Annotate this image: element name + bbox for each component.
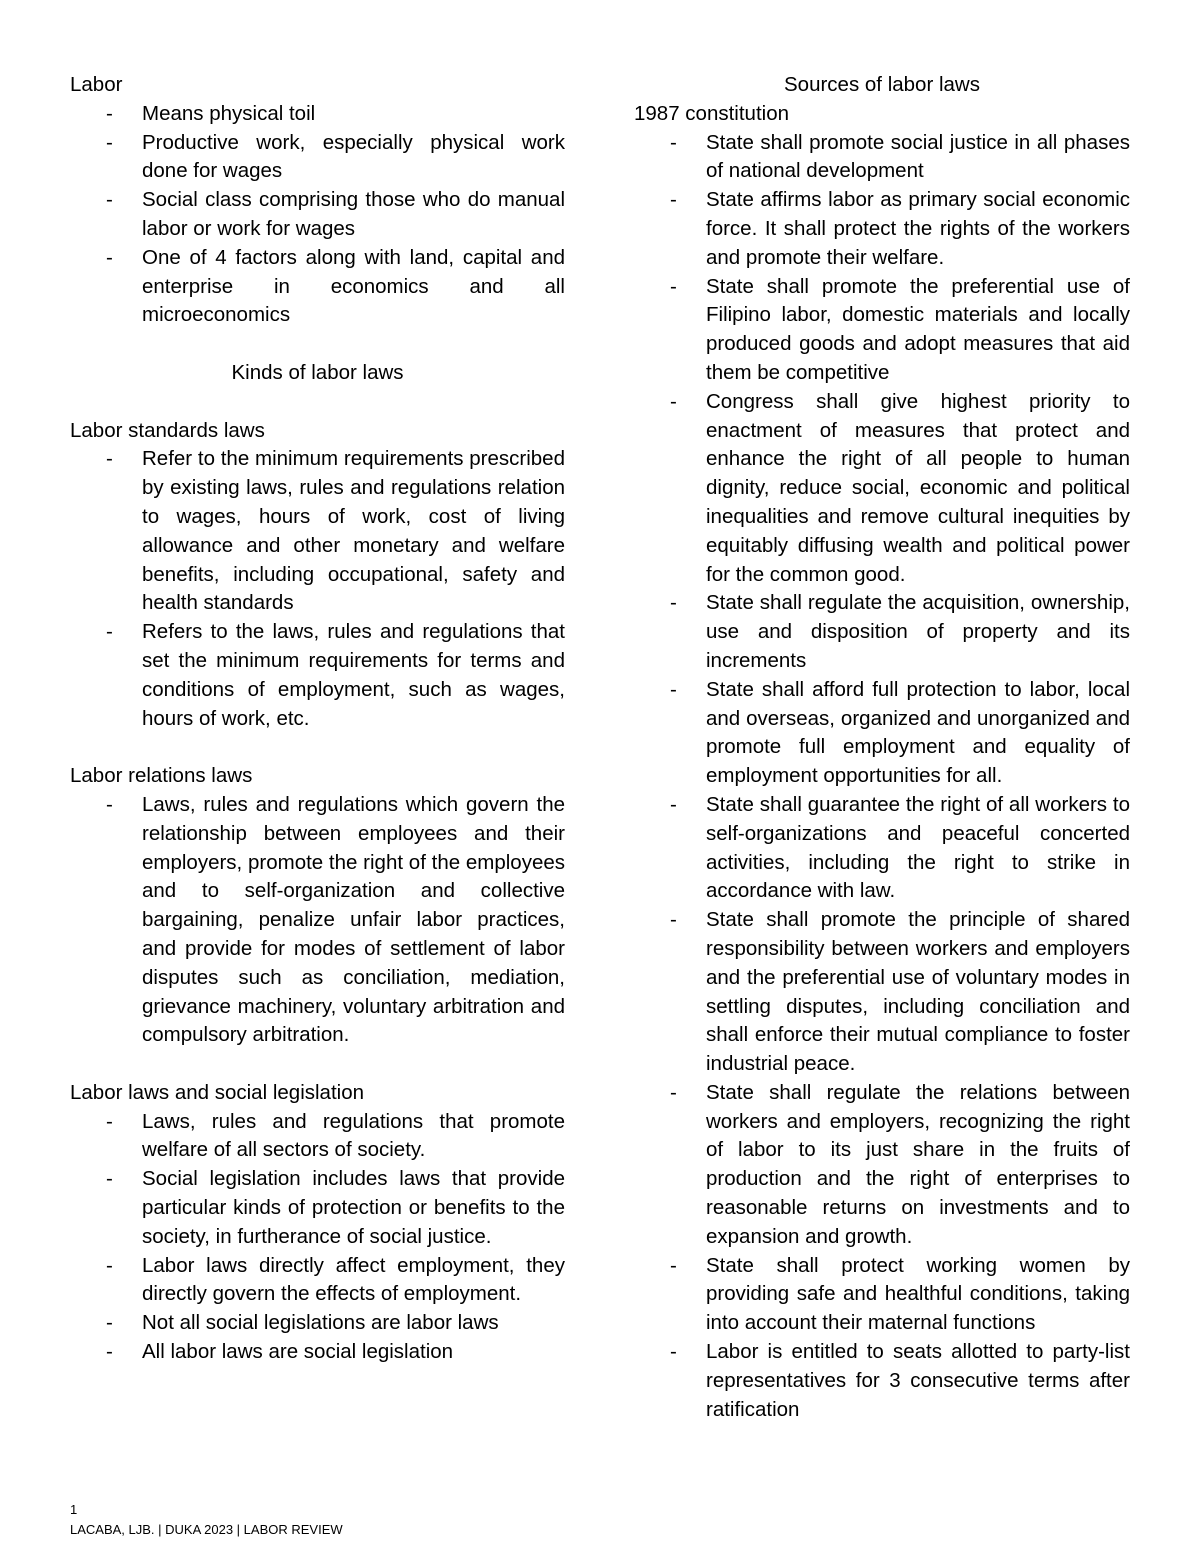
list-item: - State shall regulate the relations between workers and employers, recognizing the right of labor to its just share in the fruits of production and the right of enterprises to reasonable returns on investments and to expansion and growth. <box>706 1079 1130 1252</box>
page-footer <box>70 1500 343 1540</box>
list-item: - Congress shall give highest priority to enactment of measures that protect and enhance the right of all people to human dignity, reduce social, economic and political inequalities and remove cultural inequities by equitably diffusing wealth and political power for the common good. <box>706 388 1130 590</box>
list-item: - Laws, rules and regulations which govern the relationship between employees and their employers, promote the right of the employees and to self-organization and collective bargaining, penalize unfair labor practices, and provide for modes of settlement of labor disputes such as conciliation, mediation, grievance machinery, voluntary arbitration and compulsory arbitration. <box>142 791 565 1050</box>
right-column <box>634 71 1130 1424</box>
sources-title: Sources of labor laws <box>784 73 980 96</box>
spacer <box>70 1050 565 1079</box>
labor-list <box>70 100 565 330</box>
page-number: 1 <box>70 1502 78 1517</box>
list-item: - Labor laws directly affect employment, they directly govern the effects of employment. <box>142 1252 565 1310</box>
left-column <box>70 71 565 1367</box>
list-item: - Laws, rules and regulations that promote welfare of all sectors of society. <box>142 1108 565 1166</box>
footer-credit: LACABA, LJB. | DUKA 2023 | LABOR REVIEW <box>70 1522 343 1537</box>
list-item: - State shall promote social justice in all phases of national development <box>706 129 1130 187</box>
social-list <box>70 1108 565 1367</box>
list-item: - Social legislation includes laws that provide particular kinds of protection or benefits to the society, in furtherance of social justice. <box>142 1165 565 1251</box>
list-item: - One of 4 factors along with land, capital and enterprise in economics and all microeconomics <box>142 244 565 330</box>
spacer <box>70 388 565 417</box>
list-item: - State affirms labor as primary social economic force. It shall protect the rights of the workers and promote their welfare. <box>706 186 1130 272</box>
list-item: - Refers to the laws, rules and regulations that set the minimum requirements for terms and conditions of employment, such as wages, hours of work, etc. <box>142 618 565 733</box>
list-item: - All labor laws are social legislation <box>142 1338 565 1367</box>
list-item: - State shall afford full protection to labor, local and overseas, organized and unorganized and promote full employment and equality of employment opportunities for all. <box>706 676 1130 791</box>
list-item: - Means physical toil <box>142 100 565 129</box>
list-item: - State shall guarantee the right of all workers to self-organizations and peaceful concerted activities, including the right to strike in accordance with law. <box>706 791 1130 906</box>
list-item: - State shall promote the preferential use of Filipino labor, domestic materials and locally produced goods and adopt measures that aid them be competitive <box>706 273 1130 388</box>
constitution-heading: 1987 constitution <box>634 101 790 125</box>
list-item: - Refer to the minimum requirements prescribed by existing laws, rules and regulations relation to wages, hours of work, cost of living allowance and other monetary and welfare benefits, including occupational, safety and health standards <box>142 445 565 618</box>
list-item: - State shall protect working women by providing safe and healthful conditions, taking into account their maternal functions <box>706 1252 1130 1338</box>
constitution-list <box>634 129 1130 1425</box>
list-item: - Social class comprising those who do manual labor or work for wages <box>142 186 565 244</box>
relations-heading: Labor relations laws <box>70 764 253 788</box>
list-item: - Not all social legislations are labor laws <box>142 1309 565 1338</box>
social-heading: Labor laws and social legislation <box>70 1080 365 1104</box>
kinds-title: Kinds of labor laws <box>231 360 404 384</box>
relations-list <box>70 791 565 1050</box>
spacer <box>70 733 565 762</box>
standards-heading: Labor standards laws <box>70 418 265 442</box>
list-item: - State shall promote the principle of shared responsibility between workers and employers and the preferential use of voluntary modes in settling disputes, including conciliation and shall enforce their mutual compliance to foster industrial peace. <box>706 906 1130 1079</box>
spacer <box>70 330 565 359</box>
list-item: - Labor is entitled to seats allotted to party-list representatives for 3 consecutive terms after ratification <box>706 1338 1130 1424</box>
standards-list <box>70 445 565 733</box>
labor-heading: Labor <box>70 73 123 96</box>
list-item: - Productive work, especially physical work done for wages <box>142 129 565 187</box>
list-item: - State shall regulate the acquisition, ownership, use and disposition of property and its increments <box>706 589 1130 675</box>
